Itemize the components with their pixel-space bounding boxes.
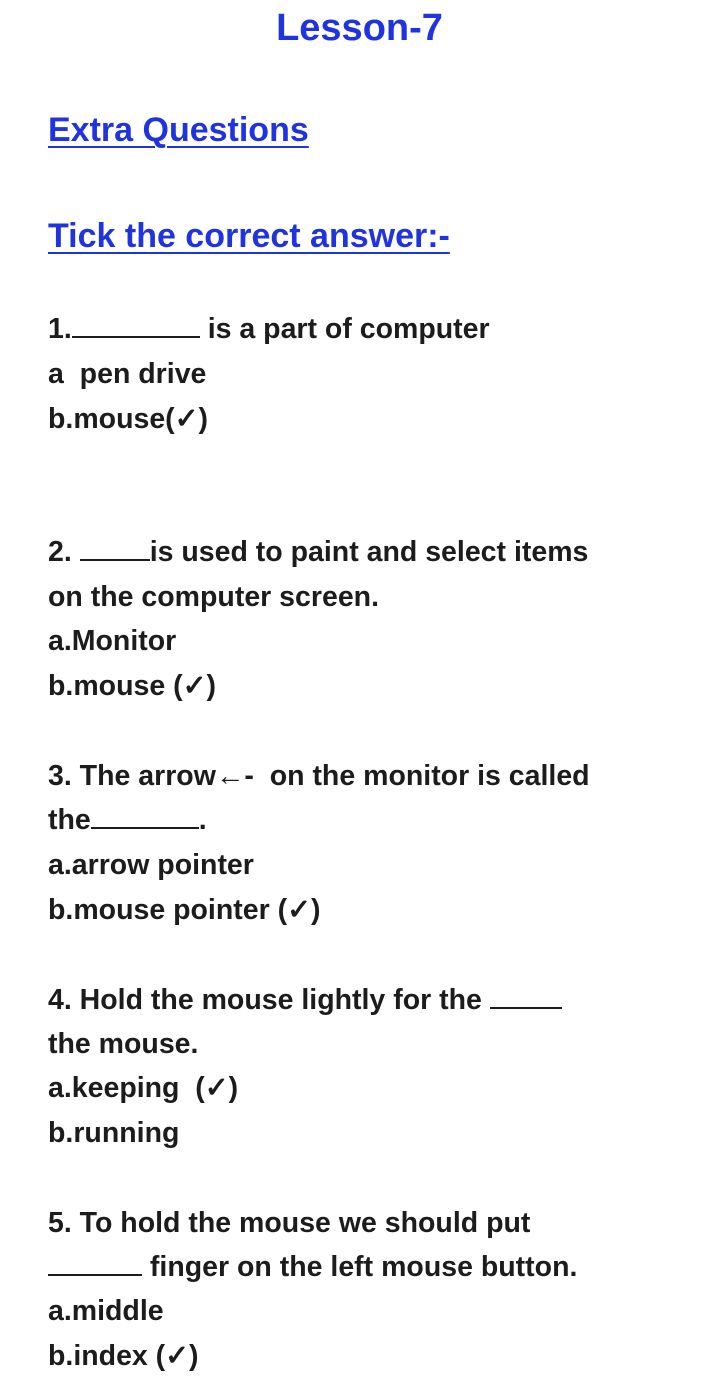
question-2-number: 2. (48, 536, 80, 568)
answer-blank (72, 312, 200, 338)
question-3-option-a: a.arrow pointer (48, 849, 254, 881)
question-5-text: 5. To hold the mouse we should put (48, 1207, 531, 1239)
question-1-option-a: a pen drive (48, 358, 207, 390)
question-4-option-a: a.keeping (✓) (48, 1072, 239, 1104)
question-5-option-a: a.middle (48, 1295, 164, 1327)
question-4-text-line-2: the mouse. (48, 1028, 199, 1060)
question-1-option-b: b.mouse(✓) (48, 403, 209, 435)
instruction-heading: Tick the correct answer:- (48, 217, 450, 255)
question-5-text-line-2 (48, 1250, 577, 1284)
question-2-text (48, 535, 588, 569)
question-3-text-line-2 (48, 803, 207, 837)
question-3-text: 3. The arrow←- on the monitor is called (48, 760, 590, 792)
question-2-text-after-blank: is used to paint and select items (149, 536, 589, 568)
question-4-option-b: b.running (48, 1117, 180, 1149)
question-4-text (48, 983, 562, 1017)
answer-blank (80, 535, 150, 561)
question-2-text-line-2: on the computer screen. (48, 581, 379, 613)
question-3-option-b: b.mouse pointer (✓) (48, 894, 321, 926)
question-3-line-2-prefix: the (48, 804, 91, 836)
lesson-title: Lesson-7 (276, 7, 443, 49)
question-1-number: 1. (48, 313, 72, 345)
question-5-text-after-blank: finger on the left mouse button. (142, 1251, 578, 1283)
extra-questions-heading: Extra Questions (48, 111, 309, 149)
question-1-text-after-blank: is a part of computer (199, 313, 490, 345)
question-5-option-b: b.index (✓) (48, 1340, 199, 1372)
answer-blank (91, 803, 199, 829)
question-2-option-b: b.mouse (✓) (48, 670, 216, 702)
question-3-line-2-suffix: . (198, 804, 207, 836)
question-2-option-a: a.Monitor (48, 625, 177, 657)
question-1-text (48, 312, 490, 346)
question-4-text-before-blank: 4. Hold the mouse lightly for the (48, 984, 490, 1016)
answer-blank (48, 1250, 142, 1276)
answer-blank (490, 983, 562, 1009)
